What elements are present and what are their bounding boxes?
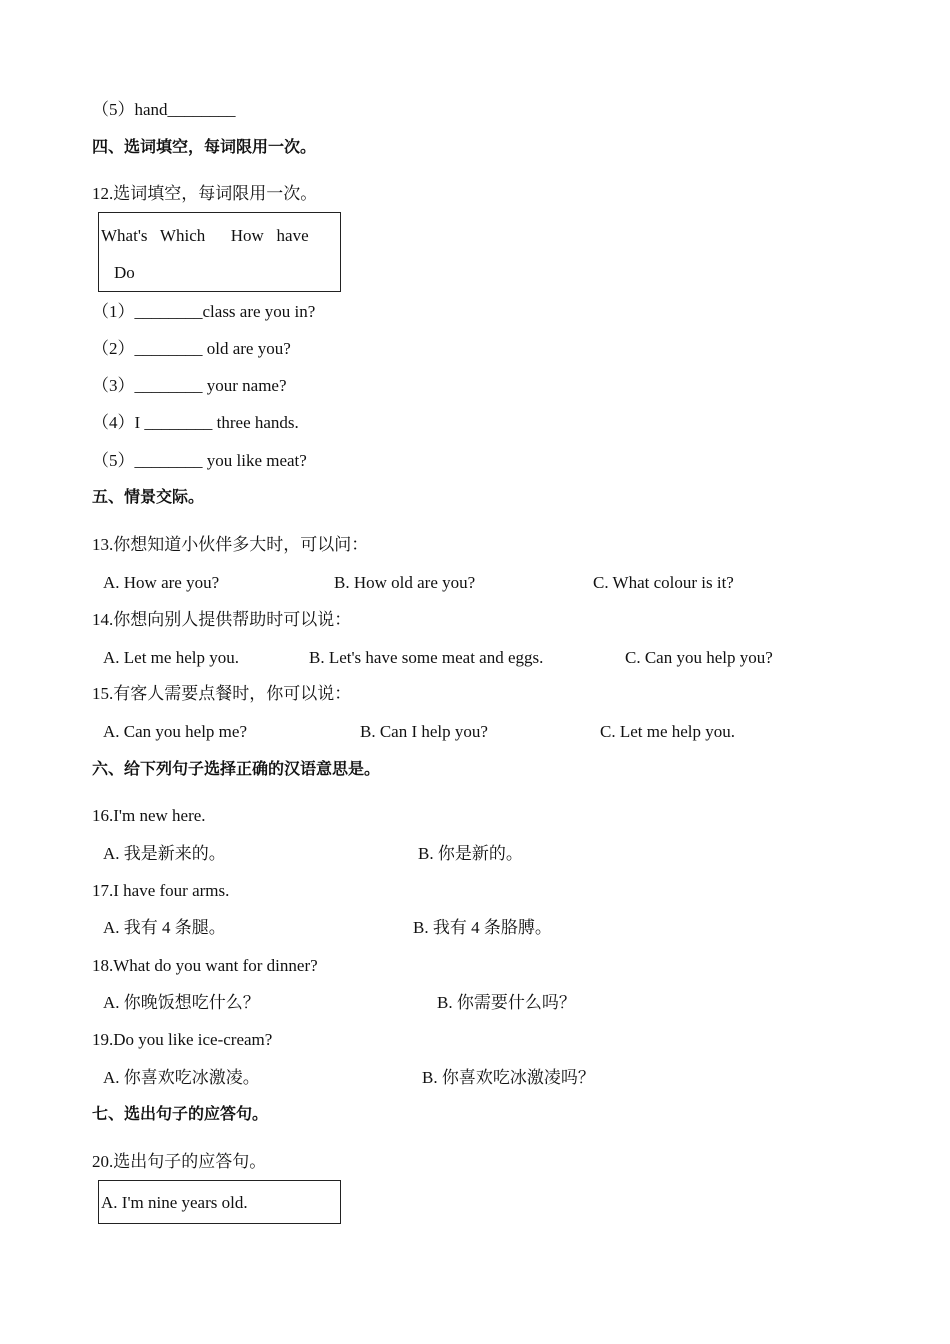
- q16-stem: 16.I'm new here.: [92, 806, 206, 825]
- q15-option-b: B. Can I help you?: [360, 722, 488, 741]
- q13-option-b: B. How old are you?: [334, 573, 476, 592]
- q11-item-5: （5）hand________: [92, 100, 236, 119]
- q18-stem: 18.What do you want for dinner?: [92, 956, 318, 975]
- q13-option-c: C. What colour is it?: [593, 573, 734, 592]
- q12-item-1: （1）________class are you in?: [92, 302, 316, 321]
- q17-option-a: A. 我有 4 条腿。: [103, 918, 226, 937]
- q16-option-a: A. 我是新来的。: [103, 844, 226, 863]
- q14-option-c: C. Can you help you?: [625, 648, 773, 667]
- q14-stem: 14.你想向别人提供帮助时可以说：: [92, 610, 352, 629]
- q20-answer-box: [98, 1180, 341, 1224]
- q12-item-2: （2）________ old are you?: [92, 339, 291, 358]
- q19-stem: 19.Do you like ice-cream?: [92, 1030, 273, 1049]
- section-5-title: 五、情景交际。: [92, 487, 205, 506]
- section-7-title: 七、选出句子的应答句。: [92, 1104, 269, 1123]
- q13-stem: 13.你想知道小伙伴多大时，可以问：: [92, 535, 369, 554]
- q17-option-b: B. 我有 4 条胳膊。: [413, 918, 552, 937]
- q13-option-a: A. How are you?: [103, 573, 220, 592]
- q12-stem: 12.选词填空，每词限用一次。: [92, 184, 318, 203]
- q17-stem: 17.I have four arms.: [92, 881, 230, 900]
- q20-answer-text: A. I'm nine years old.: [101, 1193, 248, 1212]
- word-bank-line-1: What's Which How have: [101, 226, 309, 245]
- q12-item-4: （4）I ________ three hands.: [92, 413, 299, 432]
- q18-option-b: B. 你需要什么吗？: [437, 993, 576, 1012]
- q20-stem: 20.选出句子的应答句。: [92, 1152, 267, 1171]
- q14-option-a: A. Let me help you.: [103, 648, 239, 667]
- section-4-title: 四、选词填空，每词限用一次。: [92, 137, 317, 156]
- q19-option-b: B. 你喜欢吃冰激凌吗？: [422, 1068, 595, 1087]
- q12-item-5: （5）________ you like meat?: [92, 451, 307, 470]
- word-bank-line-2: Do: [114, 263, 135, 282]
- q18-option-a: A. 你晚饭想吃什么？: [103, 993, 260, 1012]
- q15-option-a: A. Can you help me?: [103, 722, 247, 741]
- q12-item-3: （3）________ your name?: [92, 376, 287, 395]
- q15-option-c: C. Let me help you.: [600, 722, 736, 741]
- q19-option-a: A. 你喜欢吃冰激凌。: [103, 1068, 260, 1087]
- q16-option-b: B. 你是新的。: [418, 844, 523, 863]
- word-bank-box: [98, 212, 341, 292]
- q14-option-b: B. Let's have some meat and eggs.: [309, 648, 544, 667]
- q15-stem: 15.有客人需要点餐时，你可以说：: [92, 684, 352, 703]
- section-6-title: 六、给下列句子选择正确的汉语意思是。: [92, 759, 381, 778]
